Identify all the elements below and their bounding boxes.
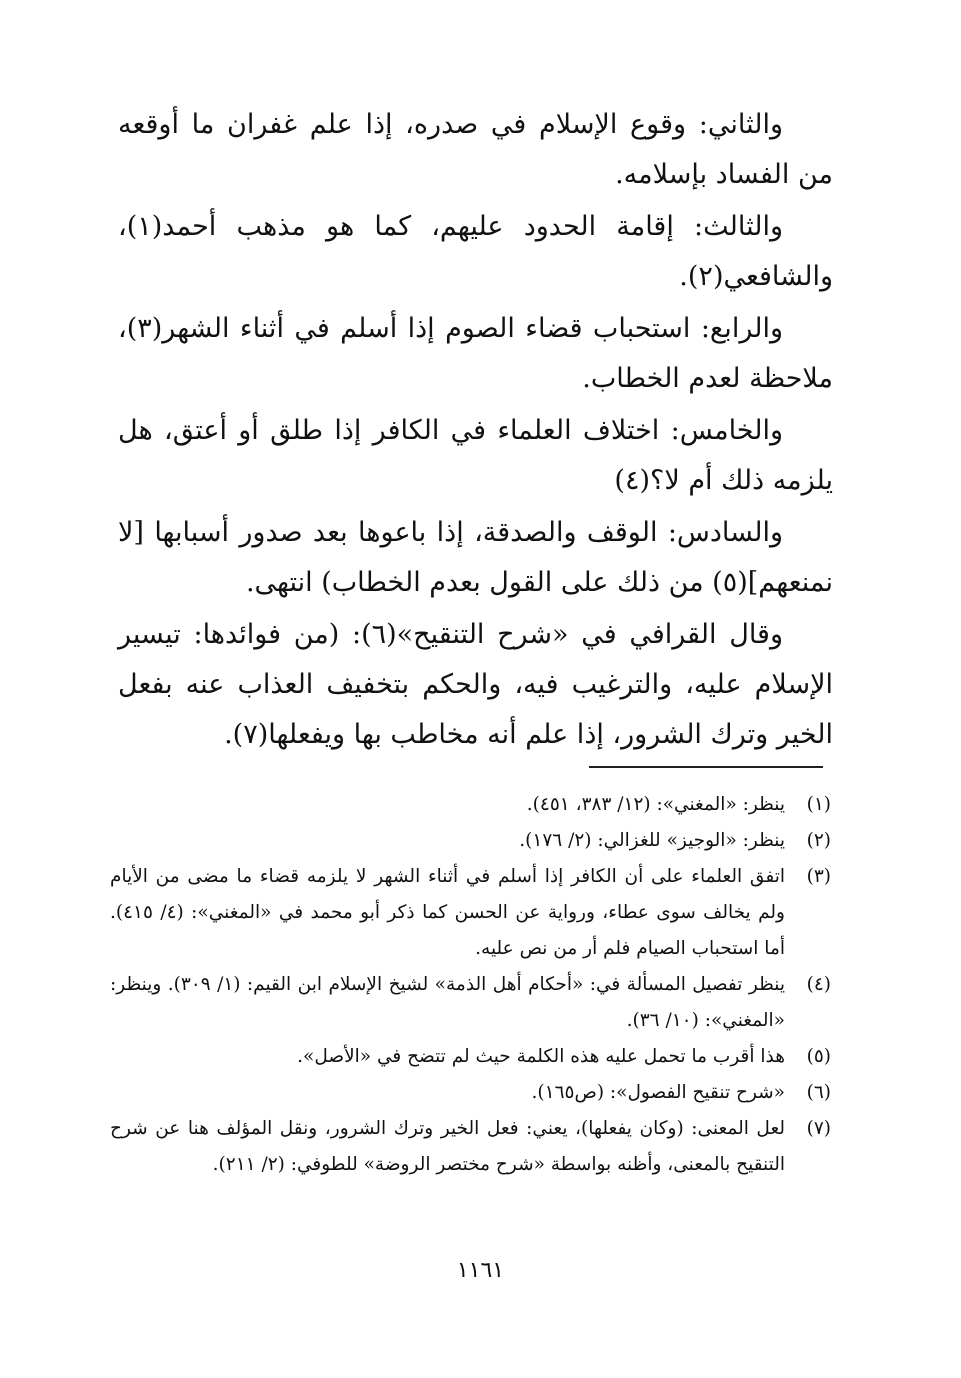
footnote-7 [110,1111,831,1183]
footnote-number: (٤) [806,974,831,995]
footnote-number: (٦) [806,1082,831,1103]
footnote-text: ينظر: «المغني»: (١٢/ ٣٨٣، ٤٥١). [526,794,785,815]
footnote-number: (٣) [806,866,831,887]
footnote-number: (١) [806,794,831,815]
footnote-separator [589,766,823,768]
main-text [118,100,833,762]
paragraph-sixth: والسادس: الوقف والصدقة، إذا باعوها بعد صدور أسبابها [لا نمنعهم](٥) من ذلك على القول بعدم الخطاب) انتهى. [118,517,833,598]
paragraph-fifth: والخامس: اختلاف العلماء في الكافر إذا طلق أو أعتق، هل يلزمه ذلك أم لا؟(٤) [118,415,833,496]
footnote-2 [110,823,831,859]
footnote-number: (٢) [806,830,831,851]
footnote-5 [110,1039,831,1075]
footnote-number: (٧) [806,1118,831,1139]
footnote-6 [110,1075,831,1111]
footnote-4 [110,967,831,1039]
paragraph-fourth: والرابع: استحباب قضاء الصوم إذا أسلم في أثناء الشهر(٣)، ملاحظة لعدم الخطاب. [118,313,833,394]
footnote-3 [110,859,831,967]
footnote-text: اتفق العلماء على أن الكافر إذا أسلم في أثناء الشهر لا يلزمه قضاء ما مضى من الأيام ولم يخالف سوى عطاء، ورواية عن الحسن كما ذكر أبو محمد في «المغني»: (٤/ ٤١٥). أما استحباب الصيام فلم أر من نص عليه. [110,866,785,959]
footnote-text: هذا أقرب ما تحمل عليه هذه الكلمة حيث لم تتضح في «الأصل». [297,1046,785,1067]
footnotes [110,787,831,1183]
footnote-text: لعل المعنى: (وكان يفعلها)، يعني: فعل الخير وترك الشرور، ونقل المؤلف هنا عن شرح التنقيح بالمعنى، وأظنه بواسطة «شرح مختصر الروضة» للطوفي: (٢/ ٢١١). [110,1118,785,1175]
footnote-1 [110,787,831,823]
footnote-text: «شرح تنقيح الفصول»: (ص١٦٥). [531,1082,785,1103]
footnote-text: ينظر: «الوجيز» للغزالي: (٢/ ١٧٦). [519,830,785,851]
paragraph-third: والثالث: إقامة الحدود عليهم، كما هو مذهب أحمد(١)، والشافعي(٢). [118,211,833,292]
page-number: ١١٦١ [456,1258,505,1283]
footnote-text: ينظر تفصيل المسألة في: «أحكام أهل الذمة» لشيخ الإسلام ابن القيم: (١/ ٣٠٩). وينظر: «المغني»: (١٠/ ٣٦). [110,974,785,1031]
paragraph-second: والثاني: وقوع الإسلام في صدره، إذا علم غفران ما أوقعه من الفساد بإسلامه. [118,109,833,190]
paragraph-qarafi: وقال القرافي في «شرح التنقيح»(٦): (من فوائدها: تيسير الإسلام عليه، والترغيب فيه، والحكم بتخفيف العذاب عنه بفعل الخير وترك الشرور، إذا علم أنه مخاطب بها ويفعلها(٧). [118,619,833,750]
footnote-number: (٥) [806,1046,831,1067]
